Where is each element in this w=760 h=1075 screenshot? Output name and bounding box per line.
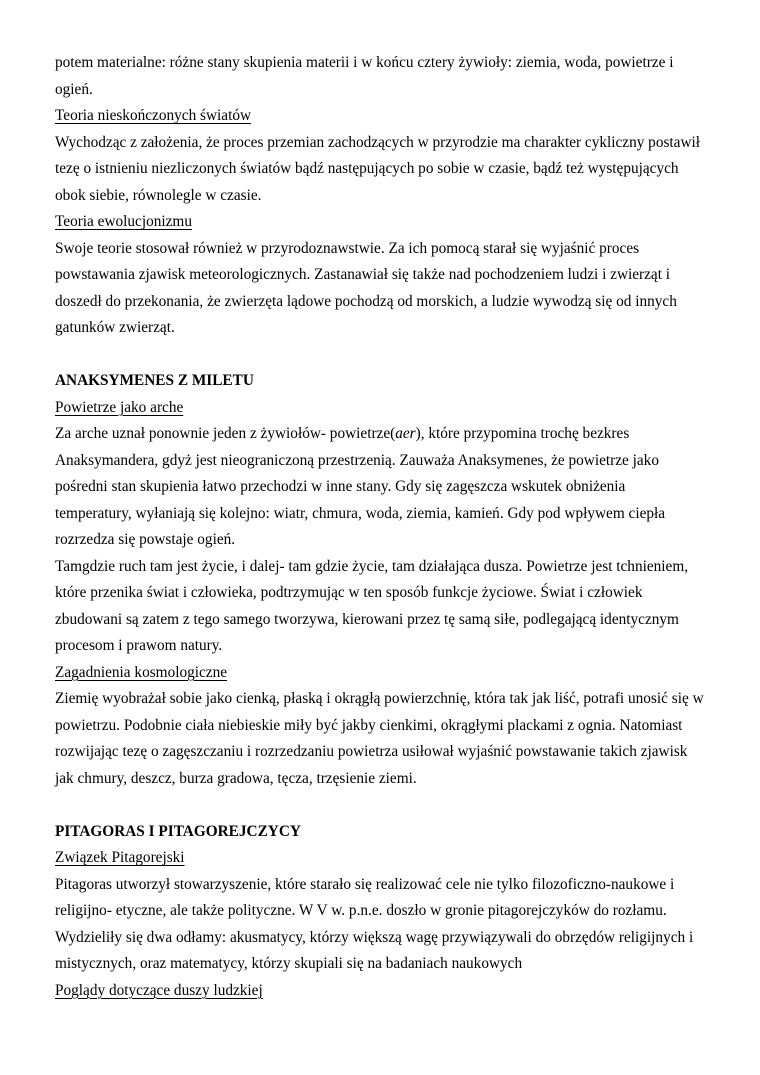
paragraph-line: powietrzu. Podobnie ciała niebieskie miły być jakby cienkimi, okrągłymi plackami z ognia. Natomiast <box>55 716 683 734</box>
paragraph-line: tezę o istnieniu niezliczonych światów bądź następujących po sobie w czasie, bądź też występujących <box>55 160 679 177</box>
paragraph-line: Pitagoras utworzył stowarzyszenie, które starało się realizować cele nie tylko filozoficzno-naukowe i <box>55 875 675 893</box>
paragraph-line <box>55 421 725 448</box>
subheading-pythagorean-union: Związek Pitagorejski <box>55 849 185 866</box>
paragraph-line: mistycznych, oraz matematycy, którzy skupiali się na badaniach naukowych <box>55 955 523 972</box>
paragraph-line: Swoje teorie stosował również w przyrodoznawstwie. Za ich pomocą starał się wyjaśnić proces <box>55 239 640 257</box>
italic-term: aer <box>395 425 416 442</box>
subheading-evolutionism: Teoria ewolucjonizmu <box>55 213 192 230</box>
paragraph-line: religijno- etyczne, ale także polityczne. W V w. p.n.e. doszło w gronie pitagorejczyków do rozłamu. <box>55 902 667 919</box>
paragraph-line: Ziemię wyobrażał sobie jako cienką, płaską i okrągłą powierzchnię, która tak jak liść, potrafi unosić się w <box>55 690 704 707</box>
intro-line: ogień. <box>55 80 93 98</box>
section-spacer <box>55 792 725 819</box>
paragraph-line: pośredni stan skupienia łatwo przechodzi w inne stany. Gdy się zagęszcza wskutek obniżenia <box>55 478 626 495</box>
paragraph-line: temperatury, wyłaniają się kolejno: wiatr, chmura, woda, ziemia, kamień. Gdy pod wpływem ciepła <box>55 504 666 522</box>
subheading-infinite-worlds: Teoria nieskończonych światów <box>55 107 252 124</box>
subheading-soul-views: Poglądy dotyczące duszy ludzkiej <box>55 981 263 999</box>
paragraph-line: procesom i prawom natury. <box>55 637 223 654</box>
paragraph-line: obok siebie, równolegle w czasie. <box>55 186 262 204</box>
paragraph-line: rozwijając tezę o zagęszczaniu i rozrzedzaniu powietrza usiłował wyjaśnić powstawanie takich zjawisk <box>55 743 688 760</box>
paragraph-line: Anaksymandera, gdyż jest nieograniczoną przestrzenią. Zauważa Anaksymenes, że powietrze jako <box>55 451 659 469</box>
paragraph-line: które przenika świat i człowieka, podtrzymując w ten sposób funkcje życiowe. Świat i człowiek <box>55 584 643 601</box>
paragraph-line: rozrzedza się powstaje ogień. <box>55 531 236 548</box>
paragraph-line: Wychodząc z założenia, że proces przemian zachodzących w przyrodzie ma charakter cykliczny postawił <box>55 133 701 151</box>
paragraph-line: Wydzieliły się dwa odłamy: akusmatycy, którzy większą wagę przywiązywali do obrzędów religijnych i <box>55 928 694 946</box>
section-heading-pythagoras: PITAGORAS I PITAGOREJCZYCY <box>55 822 301 840</box>
paragraph-line: jak chmury, deszcz, burza gradowa, tęcza, trzęsienie ziemi. <box>55 769 417 787</box>
paragraph-line: zbudowani są zatem z tego samego tworzywa, kierowani przez tę samą siłe, podlegającą identycznym <box>55 610 679 628</box>
section-heading-anaximenes: ANAKSYMENES Z MILETU <box>55 372 254 389</box>
subheading-cosmology: Zagadnienia kosmologiczne <box>55 663 228 681</box>
section-spacer <box>55 342 725 369</box>
intro-line: potem materialne: różne stany skupienia materii i w końcu cztery żywioły: ziemia, woda, powietrze i <box>55 54 674 71</box>
document-page <box>55 50 725 1004</box>
text-run: Za arche uznał ponownie jeden z żywiołów- powietrze( <box>55 425 396 442</box>
paragraph-line: gatunków zwierząt. <box>55 319 175 336</box>
paragraph-line: doszedł do przekonania, że zwierzęta lądowe pochodzą od morskich, a ludzie wywodzą się od innych <box>55 292 677 310</box>
subheading-air-arche: Powietrze jako arche <box>55 398 184 416</box>
paragraph-line: powstawania zjawisk meteorologicznych. Zastanawiał się także nad pochodzeniem ludzi i zwierząt i <box>55 266 671 283</box>
paragraph-line: Tamgdzie ruch tam jest życie, i dalej- tam gdzie życie, tam działająca dusza. Powietrze jest tchnieniem, <box>55 557 689 575</box>
text-run: ), które przypomina trochę bezkres <box>415 425 630 442</box>
